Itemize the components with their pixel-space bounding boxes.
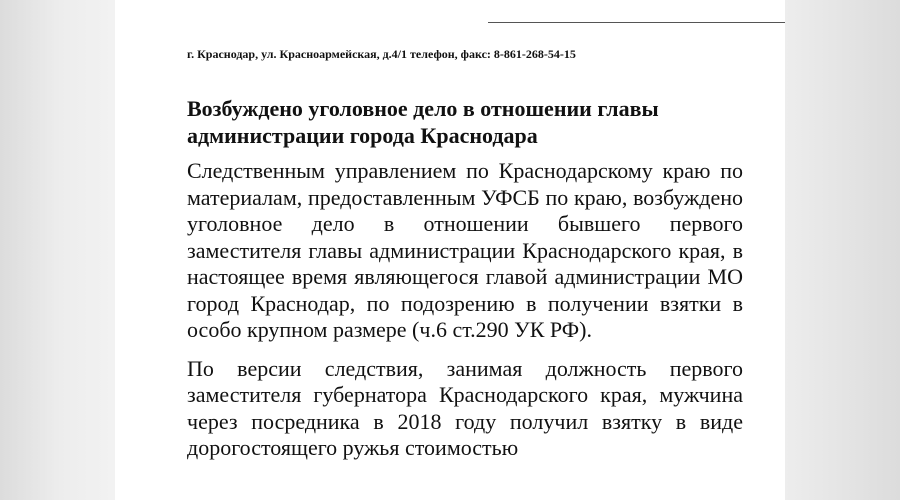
document-title: Возбуждено уголовное дело в отношении главы администрации города Краснодара [187,96,659,148]
header-address: г. Краснодар, ул. Красноармейская, д.4/1 телефон, факс: 8-861-268-54-15 [187,47,576,61]
document-body [187,95,743,474]
document-page [115,0,785,500]
paragraph-2: По версии следствия, занимая должность первого заместителя губернатора Краснодарского края, мужчина через посредника в 2018 году получил взятку в виде дорогостоящего ружья стоимостью [187,355,743,460]
paragraph-1: Следственным управлением по Краснодарскому краю по материалам, предоставленным УФСБ по краю, возбуждено уголовное дело в отношении бывшего первого заместителя главы администрации Краснодарского края, в настоящее время являющегося главой администрации МО город Краснодар, по подозрению в получении взятки в особо крупном размере (ч.6 ст.290 УК РФ). [187,158,743,342]
header-rule [488,22,785,23]
